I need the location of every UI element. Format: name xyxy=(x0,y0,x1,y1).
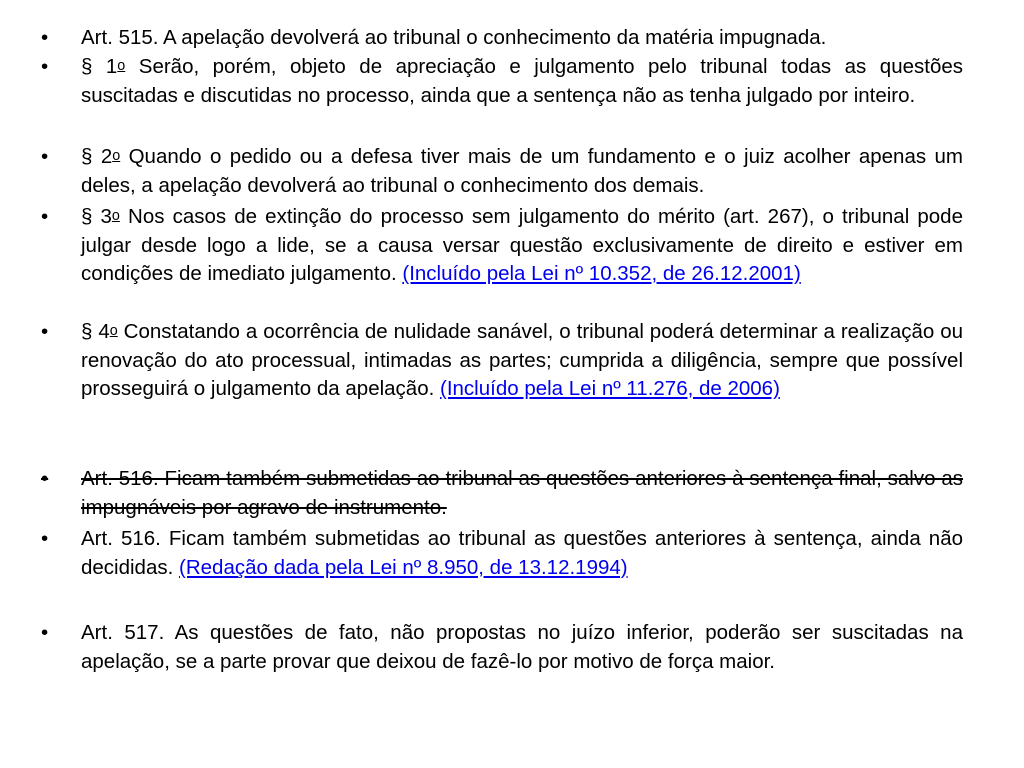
item-text xyxy=(81,143,963,200)
law-reference-link[interactable]: (Incluído pela Lei nº 11.276, de 2006) xyxy=(440,377,780,400)
item-body: Quando o pedido ou a defesa tiver mais de um fundamento e o juiz acolher apenas um deles, a apelação devolverá ao tribunal o conhecimento dos demais. xyxy=(81,145,963,197)
list-item-paragraph-1 xyxy=(41,53,963,110)
list-item-art-516-revoked xyxy=(41,465,963,522)
bullet: • xyxy=(41,527,49,550)
paragraph-symbol: § 2 xyxy=(81,145,113,168)
list-item-paragraph-4 xyxy=(41,318,963,404)
list-item-art-515 xyxy=(41,24,963,53)
bullet: • xyxy=(41,205,49,228)
item-text xyxy=(81,465,963,522)
item-text xyxy=(81,203,963,289)
item-text xyxy=(81,318,963,404)
ordinal-superscript: o xyxy=(109,322,118,339)
bullet: • xyxy=(41,320,49,343)
ordinal-superscript: o xyxy=(112,147,121,164)
list-item-paragraph-3 xyxy=(41,203,963,289)
item-body: Art. 515. A apelação devolverá ao tribunal o conhecimento da matéria impugnada. xyxy=(81,26,827,49)
law-reference-link[interactable]: (Incluído pela Lei nº 10.352, de 26.12.2001) xyxy=(402,262,801,285)
item-body: Nos casos de extinção do processo sem julgamento do mérito (art. 267), o tribunal pode julgar desde logo a lide, se a causa versar questão exclusivamente de direito e estiver em condições de imediato julgamento. xyxy=(81,205,963,285)
bullet: • xyxy=(41,621,49,644)
item-body: Serão, porém, objeto de apreciação e julgamento pelo tribunal todas as questões suscitadas e discutidas no processo, ainda que a sentença não as tenha julgado por inteiro. xyxy=(81,55,963,107)
item-body: Art. 517. As questões de fato, não propostas no juízo inferior, poderão ser suscitadas na apelação, se a parte provar que deixou de fazê-lo por motivo de força maior. xyxy=(81,621,963,673)
bullet: • xyxy=(41,145,49,168)
item-text xyxy=(81,525,963,582)
item-text xyxy=(81,619,963,676)
paragraph-symbol: § 1 xyxy=(81,55,118,78)
list-item-art-517 xyxy=(41,619,963,676)
list-item-art-516 xyxy=(41,525,963,582)
law-reference-link[interactable]: (Redação dada pela Lei nº 8.950, de 13.12.1994) xyxy=(179,555,628,579)
list-item-paragraph-2 xyxy=(41,143,963,200)
paragraph-symbol: § 4 xyxy=(81,320,110,343)
bullet: • xyxy=(41,26,49,49)
item-text xyxy=(81,53,963,110)
item-text xyxy=(81,24,963,53)
bullet: • xyxy=(41,467,49,490)
ordinal-superscript: o xyxy=(117,57,126,74)
paragraph-symbol: § 3 xyxy=(81,205,112,228)
item-body: Art. 516. Ficam também submetidas ao tribunal as questões anteriores à sentença, ainda não decididas. xyxy=(81,527,963,579)
item-body: Art. 516. Ficam também submetidas ao tribunal as questões anteriores à sentença final, salvo as impugnáveis por agravo de instrumento. xyxy=(81,467,963,519)
bullet: • xyxy=(41,55,49,78)
item-body: Constatando a ocorrência de nulidade sanável, o tribunal poderá determinar a realização ou renovação do ato processual, intimadas as partes; cumprida a diligência, sempre que possível prosseguirá o julgamento da apelação. xyxy=(81,320,964,400)
ordinal-superscript: o xyxy=(111,207,120,224)
